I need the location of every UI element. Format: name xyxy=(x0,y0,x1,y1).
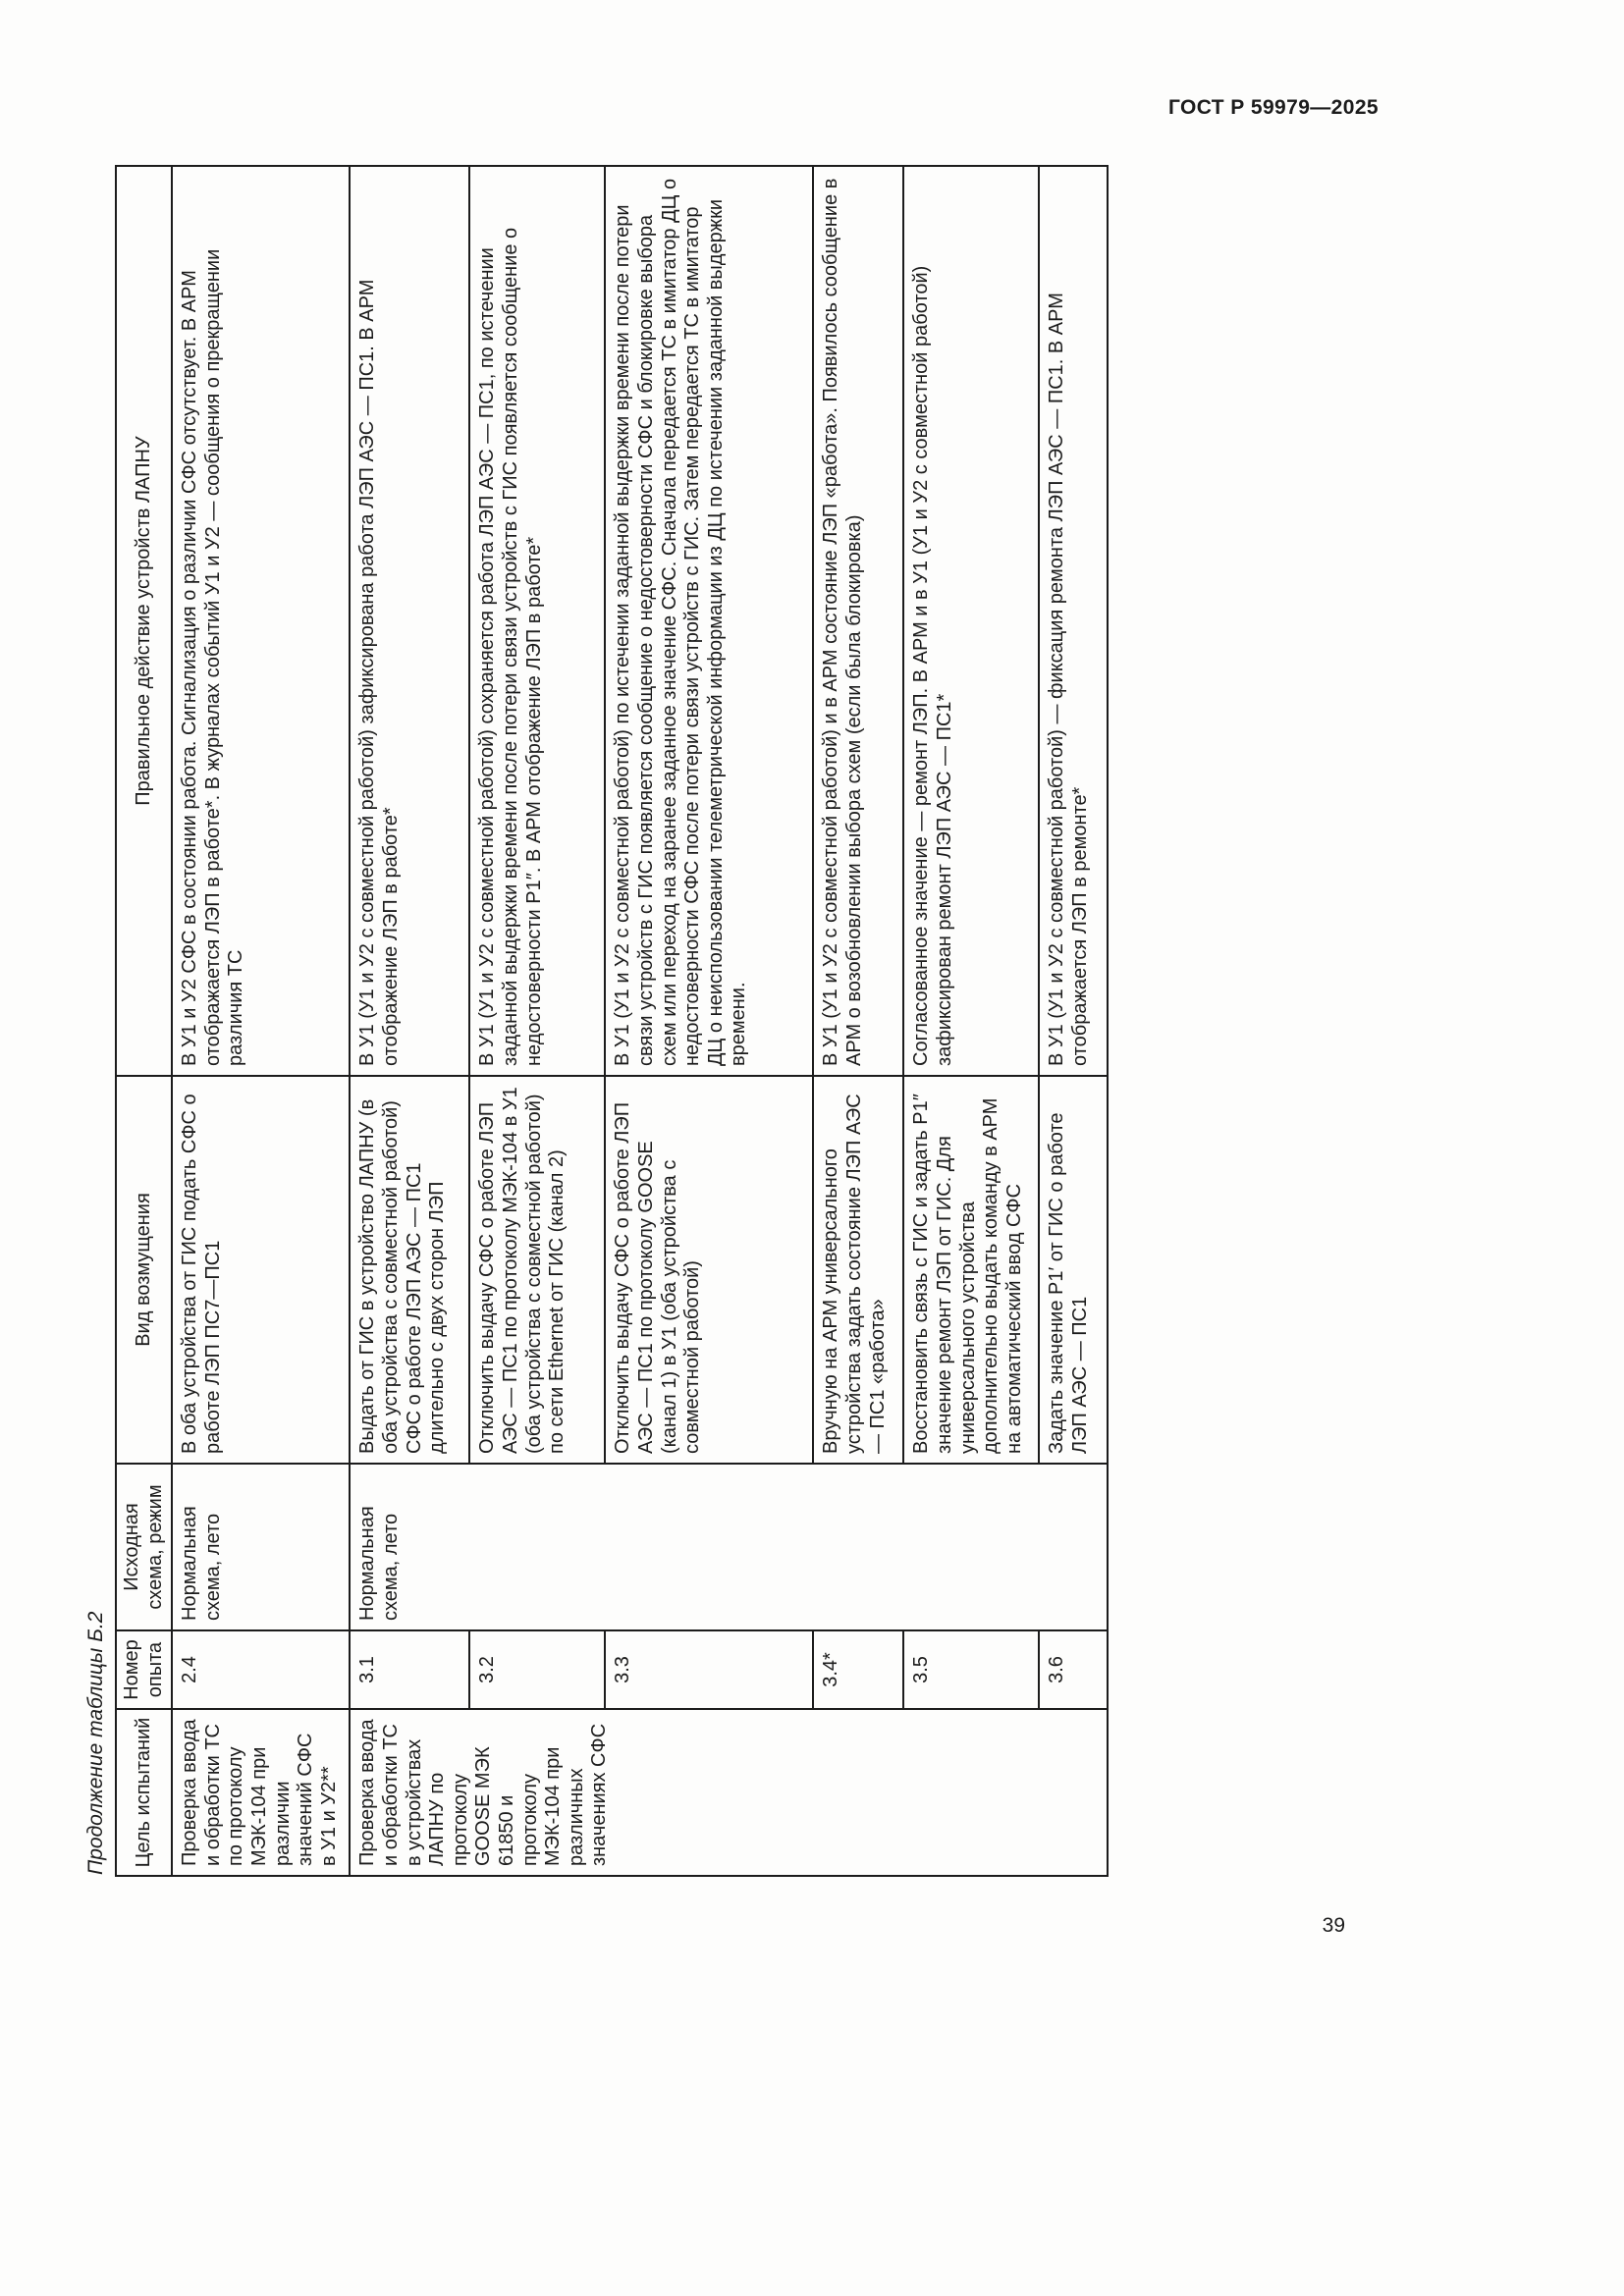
column-header-num: Номер опыта xyxy=(116,1630,172,1709)
table-caption: Продолжение таблицы Б.2 xyxy=(84,1611,107,1875)
rotated-table-block xyxy=(84,167,1109,1877)
cell-36-action: В У1 (У1 и У2 с совместной работой) — фиксация ремонта ЛЭП АЭС — ПС1. В АРМ отображается ЛЭП в ремонте* xyxy=(1039,166,1108,1076)
cell-36-num: 3.6 xyxy=(1039,1630,1108,1709)
cell-35-disturbance: Восстановить связь с ГИС и задать Р1″ значение ремонт ЛЭП от ГИС. Для универсального устройства дополнительно выдать команду в АРМ на автоматический ввод СФС xyxy=(903,1076,1039,1464)
column-header-scheme: Исходная схема, режим xyxy=(116,1464,172,1630)
table-header-row xyxy=(116,166,172,1876)
cell-33-num: 3.3 xyxy=(605,1630,813,1709)
column-header-action: Правильное действие устройств ЛАПНУ xyxy=(116,166,172,1076)
table-row-3-1 xyxy=(350,166,469,1876)
cell-31-disturbance: Выдать от ГИС в устройство ЛАПНУ (в оба устройства с совместной работой) СФС о работе ЛЭП АЭС — ПС1 длительно с двух сторон ЛЭП xyxy=(350,1076,469,1464)
cell-32-num: 3.2 xyxy=(469,1630,605,1709)
cell-35-action: Согласованное значение — ремонт ЛЭП. В АРМ и в У1 (У1 и У2 с совместной работой) зафиксирован ремонт ЛЭП АЭС — ПС1* xyxy=(903,166,1039,1076)
cell-33-action: В У1 (У1 и У2 с совместной работой) по истечении заданной выдержки времени после потери связи устройств с ГИС появляется сообщение о недостоверности СФС и блокировке выбора схем или переход на заранее заданное значение СФС. Сначала передается ТС в имитатор ДЦ о недостоверности СФС после потери связи устройств с ГИС. Затем передается ТС в имитатор ДЦ о неиспользовании телеметрической информации из ДЦ по истечении заданной выдержки времени. xyxy=(605,166,813,1076)
cell-24-action: В У1 и У2 СФС в состоянии работа. Сигнализация о различии СФС отсутствует. В АРМ отображается ЛЭП в работе*. В журналах событий У1 и У2 — сообщения о прекращении различия ТС xyxy=(172,166,350,1076)
cell-34-disturbance: Вручную на АРМ универсального устройства задать состояние ЛЭП АЭС — ПС1 «работа» xyxy=(813,1076,903,1464)
cell-31-action: В У1 (У1 и У2 с совместной работой) зафиксирована работа ЛЭП АЭС — ПС1. В АРМ отображение ЛЭП в работе* xyxy=(350,166,469,1076)
cell-31-num: 3.1 xyxy=(350,1630,469,1709)
cell-3x-goal: Проверка ввода и обработки ТС в устройствах ЛАПНУ по протоколу GOOSE МЭК 61850 и протоколу МЭК-104 при различных значениях СФС xyxy=(350,1709,1108,1876)
column-header-goal: Цель испытаний xyxy=(116,1709,172,1876)
cell-24-scheme: Нормальная схема, лето xyxy=(172,1464,350,1630)
cell-32-action: В У1 (У1 и У2 с совместной работой) сохраняется работа ЛЭП АЭС — ПС1, по истечении заданной выдержки времени после потери связи устройств с ГИС появляется сообщение о недостоверности Р1″. В АРМ отображение ЛЭП в работе* xyxy=(469,166,605,1076)
table-b2-continuation xyxy=(115,165,1109,1877)
cell-34-num: 3.4* xyxy=(813,1630,903,1709)
page-number: 39 xyxy=(1322,1914,1345,1937)
cell-3x-scheme: Нормальная схема, лето xyxy=(350,1464,1108,1630)
cell-24-goal: Проверка ввода и обработки ТС по протоколу МЭК-104 при различии значений СФС в У1 и У2** xyxy=(172,1709,350,1876)
cell-24-num: 2.4 xyxy=(172,1630,350,1709)
cell-32-disturbance: Отключить выдачу СФС о работе ЛЭП АЭС — ПС1 по протоколу МЭК-104 в У1 (оба устройства с совместной работой) по сети Ethernet от ГИС (канал 2) xyxy=(469,1076,605,1464)
cell-35-num: 3.5 xyxy=(903,1630,1039,1709)
cell-24-disturbance: В оба устройства от ГИС подать СФС о работе ЛЭП ПС7—ПС1 xyxy=(172,1076,350,1464)
column-header-disturbance: Вид возмущения xyxy=(116,1076,172,1464)
running-header: ГОСТ Р 59979—2025 xyxy=(1167,96,1379,119)
table-row-2-4 xyxy=(172,166,350,1876)
cell-34-action: В У1 (У1 и У2 с совместной работой) и в АРМ состояние ЛЭП «работа». Появилось сообщение в АРМ о возобновлении выбора схем (если была блокировка) xyxy=(813,166,903,1076)
cell-33-disturbance: Отключить выдачу СФС о работе ЛЭП АЭС — ПС1 по протоколу GOOSE (канал 1) в У1 (оба устройства с совместной работой) xyxy=(605,1076,813,1464)
cell-36-disturbance: Задать значение Р1′ от ГИС о работе ЛЭП АЭС — ПС1 xyxy=(1039,1076,1108,1464)
